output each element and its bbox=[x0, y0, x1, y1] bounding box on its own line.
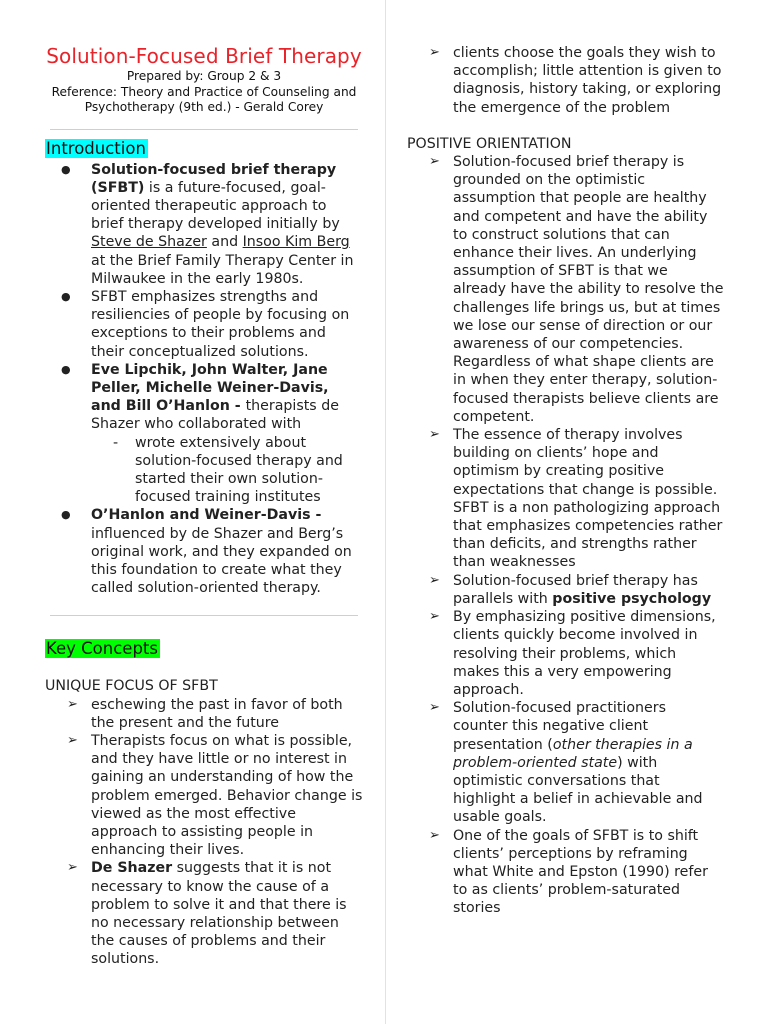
intro-item-strengths bbox=[45, 288, 363, 361]
reference-line-1: Reference: Theory and Practice of Counseling and bbox=[51, 84, 357, 99]
po-item-3 bbox=[407, 572, 725, 608]
arrowhead-icon: ➢ bbox=[429, 45, 440, 60]
section-divider bbox=[50, 615, 358, 616]
arrowhead-icon: ➢ bbox=[429, 827, 440, 843]
introduction-list bbox=[45, 161, 363, 598]
insoo-kim-berg-link[interactable]: Insoo Kim Berg bbox=[242, 234, 350, 251]
uf-item4-text: clients choose the goals they wish to accomplish; little attention is given to diagnosis, history taking, or exploring the emergence of the problem bbox=[453, 45, 722, 116]
collaborators-names: Eve Lipchik, John Walter, Jane Peller, Michelle Weiner-Davis, and Bill O’Hanlon - bbox=[91, 361, 329, 415]
intro-item-sfbt bbox=[45, 161, 363, 288]
header-divider bbox=[50, 129, 358, 130]
po-item5-text-a: Solution-focused practitioners counter this negative client presentation ( bbox=[453, 700, 666, 753]
key-concepts-label: Key Concepts bbox=[46, 639, 158, 659]
positive-orientation-heading: POSITIVE ORIENTATION bbox=[407, 135, 572, 152]
de-shazer-term: De Shazer bbox=[91, 860, 173, 877]
ohanlon-weiner-davis: O’Hanlon and Weiner-Davis - bbox=[91, 507, 322, 524]
steve-de-shazer-link[interactable]: Steve de Shazer bbox=[91, 234, 207, 251]
intro-item-collaborators bbox=[45, 361, 363, 434]
intro-item4-text: influenced by de Shazer and Berg’s original work, and they expanded on this foundation to create what they called solution-oriented therapy. bbox=[91, 525, 352, 597]
po-item-2 bbox=[407, 426, 725, 572]
unique-focus-list-continued bbox=[407, 44, 725, 117]
intro-item-ohanlon bbox=[45, 506, 363, 597]
bullet-dot-icon: ● bbox=[61, 362, 71, 376]
po-item6-text: One of the goals of SFBT is to shift clients’ perceptions by reframing what White and Epston (1990) refer to as clients’ problem-saturated stories bbox=[453, 827, 708, 917]
arrowhead-icon: ➢ bbox=[429, 572, 440, 588]
uf-item1-text: eschewing the past in favor of both the present and the future bbox=[91, 696, 343, 731]
intro-item3-text: therapists de Shazer who collaborated with bbox=[91, 398, 339, 433]
right-column bbox=[407, 44, 725, 918]
sfbt-term: Solution-focused brief therapy (SFBT) bbox=[91, 161, 337, 196]
document-title: Solution-Focused Brief Therapy bbox=[46, 44, 362, 68]
po-item-6 bbox=[407, 827, 725, 918]
intro-item1-text-a: is a future-focused, goal-oriented therapeutic approach to brief therapy developed initially by bbox=[91, 179, 340, 233]
po-item4-text: By emphasizing positive dimensions, clients quickly become involved in resolving their problems, which makes this a very empowering approach. bbox=[453, 609, 716, 698]
uf-item2-text: Therapists focus on what is possible, and they have little or no interest in gaining an understanding of how the problem emerged. Behavior change is viewed as the most effective approach to assisting people in enhancing their lives. bbox=[91, 732, 363, 859]
arrowhead-icon: ➢ bbox=[429, 609, 440, 625]
po-item2-text: The essence of therapy involves building on clients’ hope and optimism by creating positive expectations that change is possible. SFBT is a non pathologizing approach that emphasizes competencies rather than deficits, and strengths rather than weaknesses bbox=[453, 427, 723, 571]
unique-focus-item-2 bbox=[45, 732, 363, 859]
arrowhead-icon: ➢ bbox=[67, 696, 78, 712]
intro-item1-text-c: at the Brief Family Therapy Center in Milwaukee in the early 1980s. bbox=[91, 252, 354, 287]
arrowhead-icon: ➢ bbox=[67, 860, 78, 876]
positive-psychology-term: positive psychology bbox=[552, 590, 712, 607]
po-item1-text: Solution-focused brief therapy is grounded on the optimistic assumption that people are healthy and competent and have the ability to construct solutions that can enhance their lives. An underlying assumption of SFBT is that we already have the ability to resolve the challenges life brings us, but at times we lose our sense of direction or our awareness of our competencies. Regardless of what shape clients are in when they enter therapy, solution-focused therapists believe clients are competent. bbox=[453, 154, 724, 425]
unique-focus-item-4 bbox=[407, 44, 725, 117]
unique-focus-item-1 bbox=[45, 696, 363, 732]
unique-focus-heading: UNIQUE FOCUS OF SFBT bbox=[45, 678, 218, 695]
po-item-1 bbox=[407, 153, 725, 426]
po-item-5 bbox=[407, 699, 725, 826]
introduction-heading bbox=[45, 138, 363, 161]
po-item3-text: Solution-focused brief therapy has parallels with bbox=[453, 572, 698, 607]
bullet-dash-icon: - bbox=[113, 434, 119, 451]
bullet-dot-icon: ● bbox=[61, 162, 71, 176]
positive-orientation-list bbox=[407, 153, 725, 918]
po-item5-text-b: ) with optimistic conversations that highlight a belief in achievable and usable goals. bbox=[453, 754, 703, 826]
arrowhead-icon: ➢ bbox=[67, 732, 78, 748]
unique-focus-list bbox=[45, 696, 363, 969]
arrowhead-icon: ➢ bbox=[429, 154, 440, 170]
bullet-dot-icon: ● bbox=[61, 289, 71, 303]
bullet-dot-icon: ● bbox=[61, 508, 71, 522]
reference-line-2: Psychotherapy (9th ed.) - Gerald Corey bbox=[84, 100, 324, 114]
prepared-by: Prepared by: Group 2 & 3 bbox=[126, 69, 282, 83]
uf-item3-text: suggests that it is not necessary to know the cause of a problem to solve it and that there is no necessary relationship between the causes of problems and their solutions. bbox=[91, 860, 347, 968]
problem-oriented-note: other therapies in a problem-oriented state bbox=[453, 736, 693, 771]
left-column bbox=[45, 0, 363, 969]
intro-item2-text: SFBT emphasizes strengths and resiliencies of people by focusing on exceptions to their problems and their conceptualized solutions. bbox=[91, 288, 350, 360]
arrowhead-icon: ➢ bbox=[429, 700, 440, 716]
introduction-label: Introduction bbox=[46, 138, 146, 158]
column-divider bbox=[385, 0, 386, 1024]
intro-subitem-text: wrote extensively about solution-focused therapy and started their own solution-focused training institutes bbox=[135, 434, 343, 506]
intro-item1-text-b: and bbox=[206, 234, 243, 251]
po-item-4 bbox=[407, 608, 725, 699]
key-concepts-heading bbox=[45, 638, 363, 661]
intro-subitem-wrote bbox=[45, 434, 363, 507]
arrowhead-icon: ➢ bbox=[429, 427, 440, 443]
unique-focus-item-3 bbox=[45, 859, 363, 968]
